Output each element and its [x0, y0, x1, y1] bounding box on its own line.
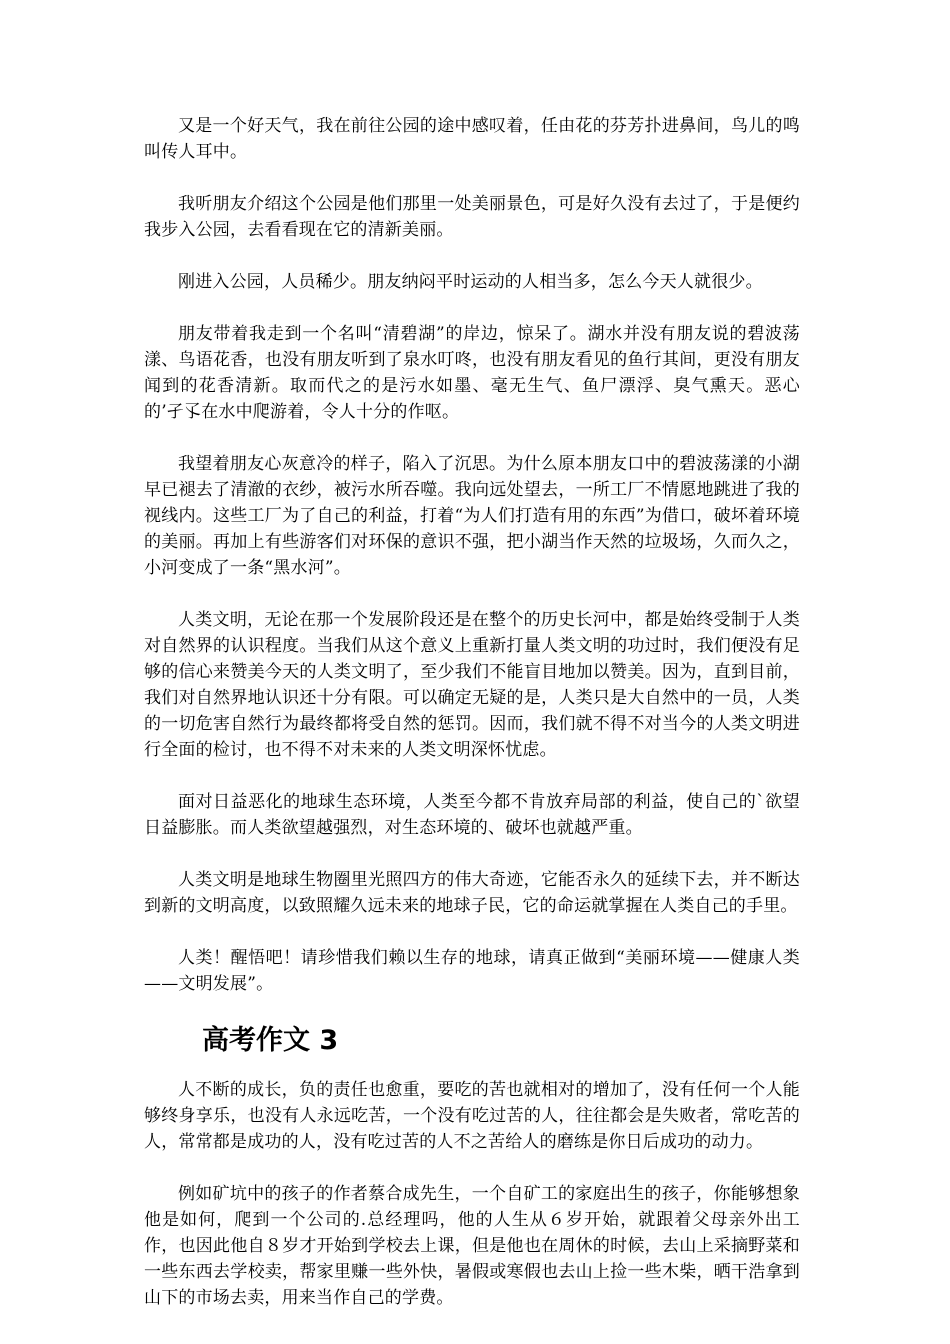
paragraph: 人不断的成长，负的责任也愈重，要吃的苦也就相对的增加了，没有任何一个人能够终身享乐，也没有人永远吃苦，一个没有吃过苦的人，往往都会是失败者，常吃苦的人，常常都是成功的人，没有吃过苦的人不之苦给人的磨练是你日后成功的动力。: [144, 1080, 800, 1152]
paragraph: 面对日益恶化的地球生态环境，人类至今都不肯放弃局部的利益，使自己的`欲望日益膨胀。而人类欲望越强烈，对生态环境的、破坏也就越严重。: [144, 792, 800, 838]
paragraph: 我听朋友介绍这个公园是他们那里一处美丽景色，可是好久没有去过了，于是便约我步入公园，去看看现在它的清新美丽。: [144, 194, 800, 240]
paragraph: 我望着朋友心灰意冷的样子，陷入了沉思。为什么原本朋友口中的碧波荡漾的小湖早已褪去了清澈的衣纱，被污水所吞噬。我向远处望去，一所工厂不情愿地跳进了我的视线内。这些工厂为了自己的利益，打着“为人们打造有用的东西”为借口，破坏着环境的美丽。再加上有些游客们对环保的意识不强，把小湖当作天然的垃圾场，久而久之，小河变成了一条“黑水河”。: [144, 454, 800, 578]
section-heading: 高考作文 3: [202, 1025, 339, 1056]
paragraph: 刚进入公园，人员稀少。朋友纳闷平时运动的人相当多，怎么今天人就很少。: [178, 272, 763, 292]
paragraph: 人类！醒悟吧！请珍惜我们赖以生存的地球，请真正做到“美丽环境——健康人类——文明发展”。: [144, 948, 800, 994]
paragraph: 人类文明，无论在那一个发展阶段还是在整个的历史长河中，都是始终受制于人类对自然界的认识程度。当我们从这个意义上重新打量人类文明的功过时，我们便没有足够的信心来赞美今天的人类文明了，至少我们不能盲目地加以赞美。因为，直到目前，我们对自然界地认识还十分有限。可以确定无疑的是，人类只是大自然中的一员，人类的一切危害自然行为最终都将受自然的惩罚。因而，我们就不得不对当今的人类文明进行全面的检讨，也不得不对未来的人类文明深怀忧虑。: [144, 610, 800, 760]
paragraph: 朋友带着我走到一个名叫“清碧湖”的岸边，惊呆了。湖水并没有朋友说的碧波荡漾、鸟语花香，也没有朋友听到了泉水叮咚，也没有朋友看见的鱼行其间，更没有朋友闻到的花香清新。取而代之的是污水如墨、毫无生气、鱼尸漂浮、臭气熏天。恶心的’孑孓在水中爬游着，令人十分的作呕。: [144, 324, 800, 422]
paragraph: 例如矿坑中的孩子的作者蔡合成先生，一个自矿工的家庭出生的孩子，你能够想象他是如何，爬到一个公司的.总经理吗，他的人生从６岁开始，就跟着父母亲外出工作，也因此他自８岁才开始到学校去上课，但是他也在周休的时候，去山上采摘野菜和一些东西去学校卖，帮家里赚一些外快，暑假或寒假也去山上捡一些木柴，晒干浩拿到山下的市场去卖，用来当作自己的学费。: [144, 1184, 800, 1308]
document-page: [144, 113, 800, 1337]
paragraph: 又是一个好天气，我在前往公园的途中感叹着，任由花的芬芳扑进鼻间，鸟儿的鸣叫传人耳中。: [144, 116, 800, 162]
paragraph: 人类文明是地球生物圈里光照四方的伟大奇迹，它能否永久的延续下去，并不断达到新的文明高度，以致照耀久远未来的地球子民，它的命运就掌握在人类自己的手里。: [144, 870, 800, 916]
